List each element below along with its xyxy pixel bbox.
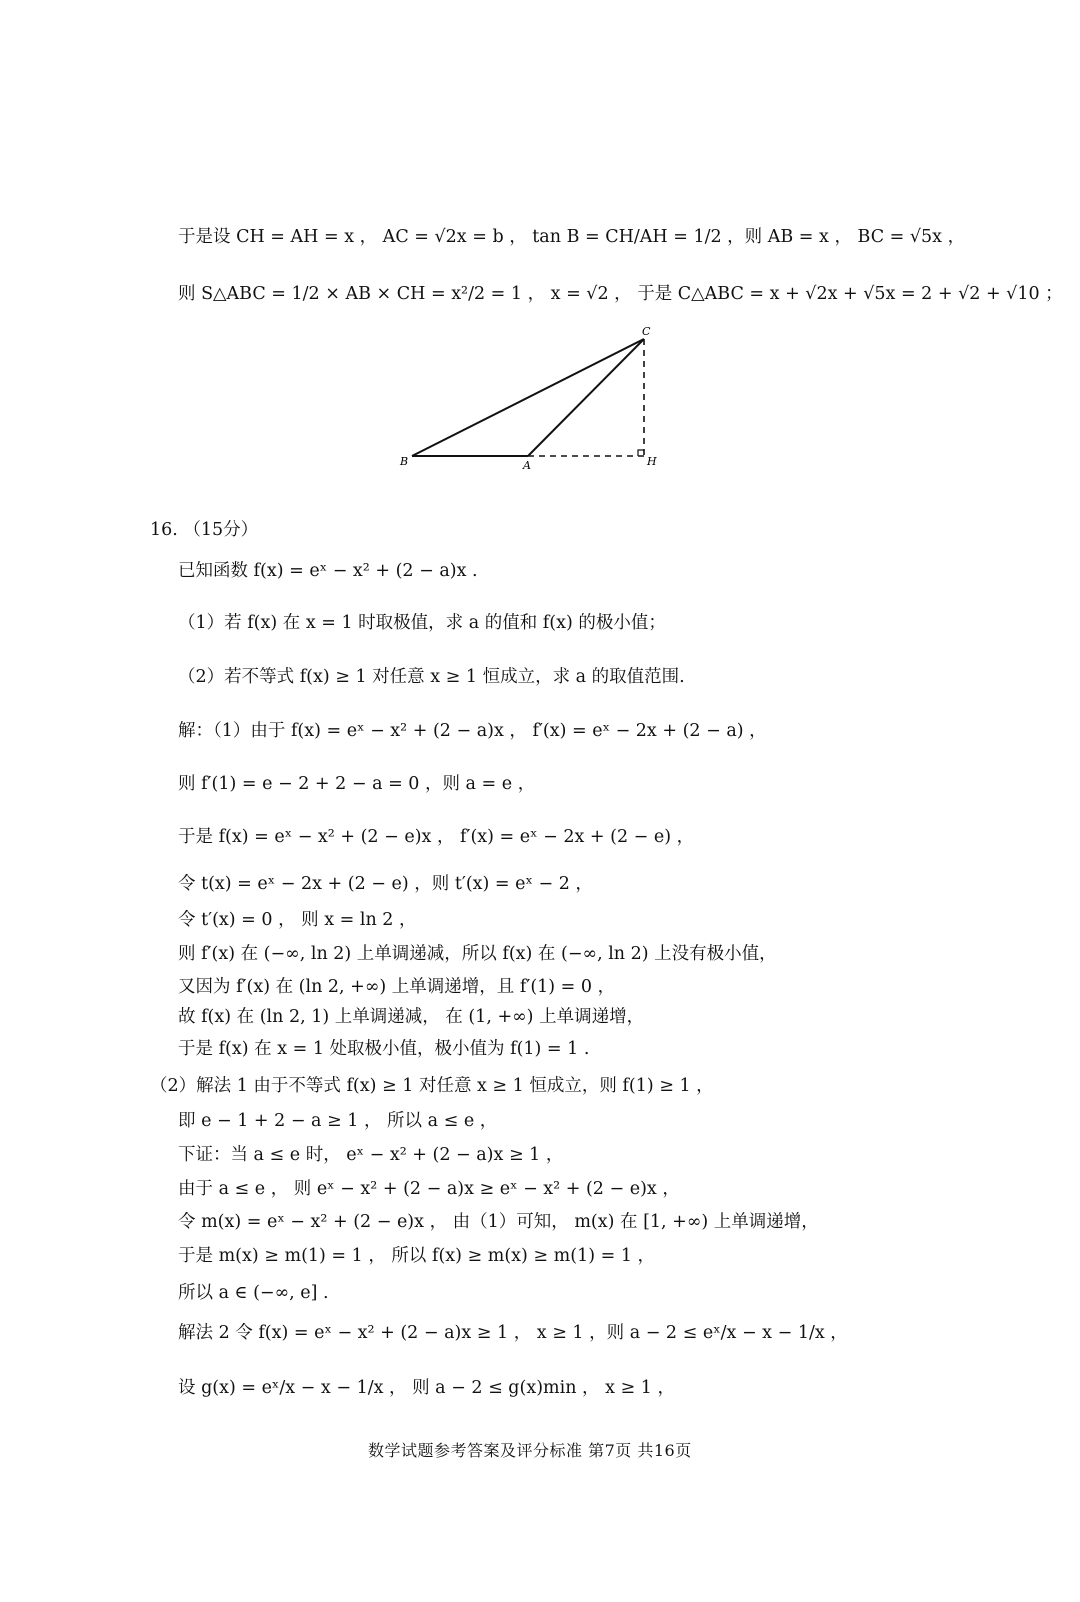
solution-line: 于是 f(x) = eˣ − x² + (2 − e)x ， f′(x) = eˣ − 2x + (2 − e) ， <box>178 827 695 847</box>
solution-line: 即 e − 1 + 2 − a ≥ 1 ， 所以 a ≤ e ， <box>178 1111 498 1131</box>
solution-line: 于是 f(x) 在 x = 1 处取极小值，极小值为 f(1) = 1 . <box>178 1039 590 1059</box>
solution-line: 下证：当 a ≤ e 时， eˣ − x² + (2 − a)x ≥ 1 ， <box>178 1145 564 1165</box>
problem-part-1: （1）若 f(x) 在 x = 1 时取极值，求 a 的值和 f(x) 的极小值； <box>178 613 666 633</box>
right-angle-mark <box>638 450 644 456</box>
solution-line: 令 t(x) = eˣ − 2x + (2 − e) ，则 t′(x) = eˣ − 2 ， <box>178 874 593 894</box>
label-c: C <box>642 325 651 338</box>
solution-line: 于是 m(x) ≥ m(1) = 1 ， 所以 f(x) ≥ m(x) ≥ m(1) = 1 ， <box>178 1246 656 1266</box>
intro-line-1: 于是设 CH = AH = x ， AC = √2x = b ， tan B = CH/AH = 1/2 ，则 AB = x ， BC = √5x ， <box>178 227 966 247</box>
solution-line: 由于 a ≤ e ， 则 eˣ − x² + (2 − a)x ≥ eˣ − x² + (2 − e)x ， <box>178 1179 680 1199</box>
problem-part-2: （2）若不等式 f(x) ≥ 1 对任意 x ≥ 1 恒成立，求 a 的取值范围. <box>178 667 685 687</box>
intro-line-2: 则 S△ABC = 1/2 × AB × CH = x²/2 = 1 ， x = √2 ， 于是 C△ABC = x + √2x + √5x = 2 + √2 + √10 ； <box>178 284 1063 304</box>
segment-ac <box>528 339 644 456</box>
solution-line: 令 m(x) = eˣ − x² + (2 − e)x ， 由（1）可知， m(x) 在 [1, +∞) 上单调递增， <box>178 1212 819 1232</box>
solution-line: 则 f′(x) 在 (−∞, ln 2) 上单调递减，所以 f(x) 在 (−∞, ln 2) 上没有极小值， <box>178 944 777 964</box>
solution-line: 解法 2 令 f(x) = eˣ − x² + (2 − a)x ≥ 1 ， x ≥ 1 ，则 a − 2 ≤ eˣ/x − x − 1/x ， <box>178 1323 848 1343</box>
solution-line: 故 f(x) 在 (ln 2, 1) 上单调递减， 在 (1, +∞) 上单调递增， <box>178 1007 645 1027</box>
solution-line: 解：（1）由于 f(x) = eˣ − x² + (2 − a)x ， f′(x) = eˣ − 2x + (2 − a) ， <box>178 721 767 741</box>
problem-given: 已知函数 f(x) = eˣ − x² + (2 − a)x . <box>178 561 478 581</box>
solution-line: 又因为 f′(x) 在 (ln 2, +∞) 上单调递增，且 f′(1) = 0 ， <box>178 977 616 997</box>
label-h: H <box>647 455 657 468</box>
label-a: A <box>523 459 531 472</box>
solution-line: 所以 a ∈ (−∞, e] . <box>178 1283 329 1303</box>
solution-line: 设 g(x) = eˣ/x − x − 1/x ， 则 a − 2 ≤ g(x)min ， x ≥ 1 ， <box>178 1378 675 1398</box>
segment-bc <box>412 339 644 456</box>
solution-line: 令 t′(x) = 0 ， 则 x = ln 2 ， <box>178 910 417 930</box>
solution-line: （2）解法 1 由于不等式 f(x) ≥ 1 对任意 x ≥ 1 恒成立，则 f(1) ≥ 1 ， <box>150 1076 714 1096</box>
solution-line: 则 f′(1) = e − 2 + 2 − a = 0 ，则 a = e ， <box>178 774 536 794</box>
problem-heading: 16. （15分） <box>150 520 259 540</box>
page-footer: 数学试题参考答案及评分标准 第7页 共16页 <box>368 1441 692 1460</box>
label-b: B <box>400 455 409 468</box>
